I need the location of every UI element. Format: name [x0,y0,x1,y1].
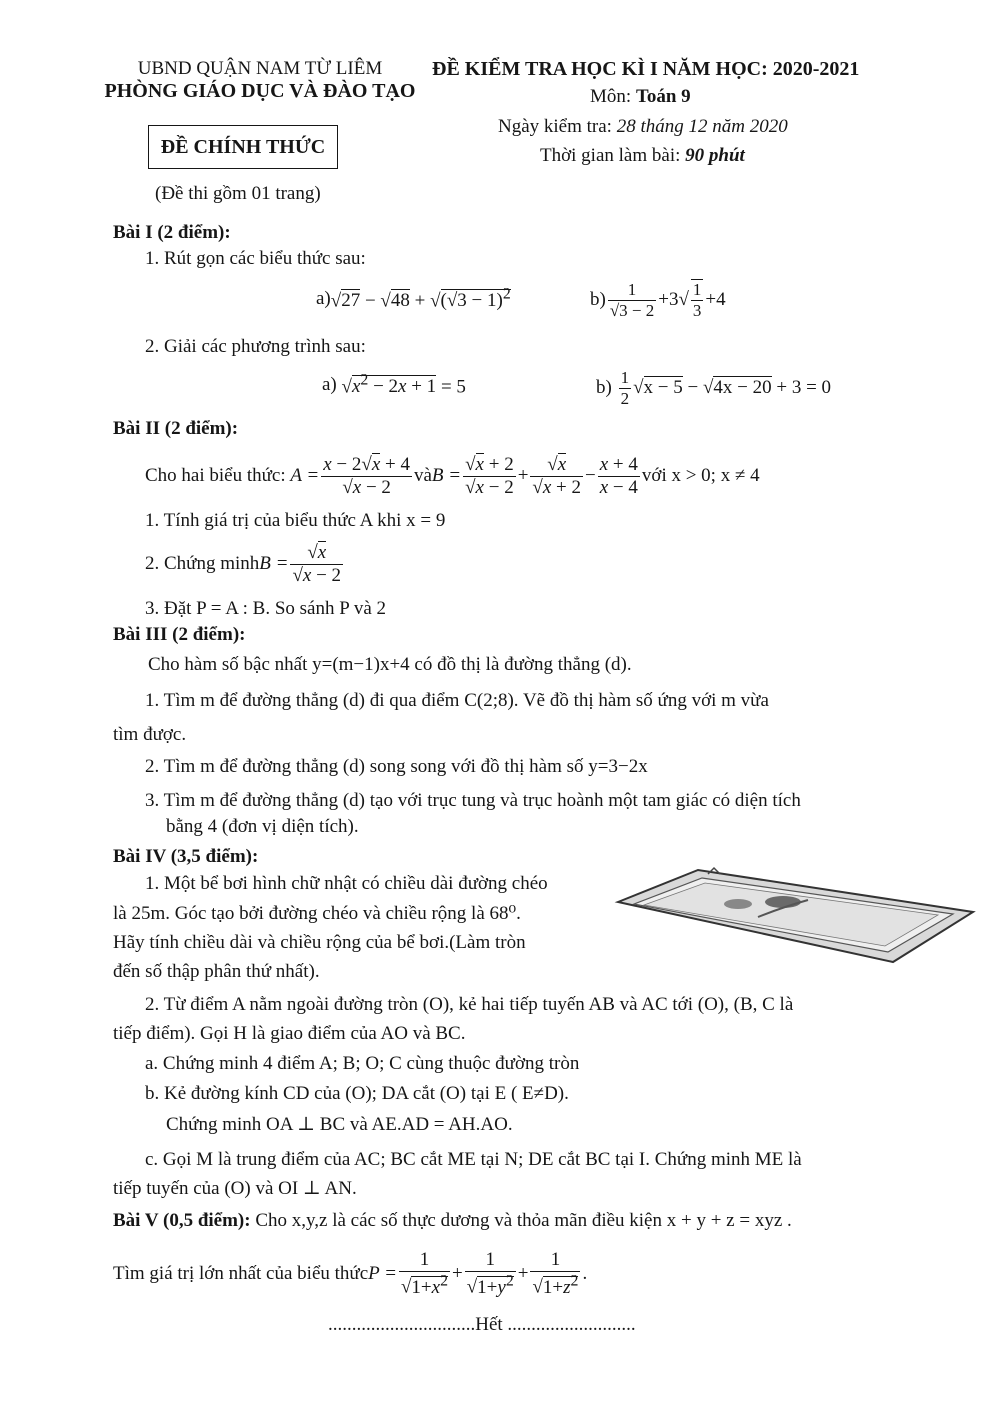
bai4-q2c-line1: c. Gọi M là trung điểm của AC; BC cắt ME tại N; DE cắt BC tại I. Chứng minh ME là [145,1149,802,1170]
time-value: 90 phút [685,145,745,166]
bai1-q2b [596,366,831,410]
bai1-q1b-frac: $\frac{1}{√3 - 2}$ [609,279,655,320]
bai5-intro: Cho x,y,z là các số thực dương và thỏa mãn điều kiện x + y + z = xyz . [250,1210,792,1231]
bai4-q1-line2: là 25m. Góc tạo bởi đường chéo và chiều rộng là 68⁰. [113,903,521,924]
bai3-q3-line2: bằng 4 (đơn vị diện tích). [166,816,359,837]
bai4-q2-line2: tiếp điểm). Gọi H là giao điểm của AO và BC. [113,1023,466,1044]
bai2-b-frac3: $\frac{x + 4}{x - 4}$ [599,453,638,498]
bai1-q2b-expr: √x − 5 − √4x − 20 + 3 = 0 [633,377,832,398]
bai1-q2a-label: a) [322,374,337,395]
bai1-title: Bài I (2 điểm): [113,222,231,243]
bai4-q2-line1: 2. Từ điểm A nằm ngoài đường tròn (O), kẻ hai tiếp tuyến AB và AC tới (O), (B, C là [145,994,794,1015]
bai4-q1-line4: đến số thập phân thứ nhất). [113,961,320,982]
bai4-q1-line3: Hãy tính chiều dài và chiều rộng của bể bơi.(Làm tròn [113,932,526,953]
bai5-line1 [113,1210,792,1232]
bai1-q1b [590,278,726,322]
swimming-pool-illustration [608,862,978,972]
official-exam-box [148,125,338,169]
bai2-q2-line [145,538,345,590]
bai5-q-label: Tìm giá trị lớn nhất của biểu thức [113,1263,369,1284]
bai4-title: Bài IV (3,5 điểm): [113,846,259,867]
department-line2: PHÒNG GIÁO DỤC VÀ ĐÀO TẠO [104,80,416,102]
bai5-frac1: $\frac{1}{√1+x^2}$ [400,1249,448,1298]
bai1-q1b-tail: +4 [705,289,726,310]
subject-value: Toán 9 [635,86,691,107]
bai4-q2a: a. Chứng minh 4 điểm A; B; O; C cùng thuộc đường tròn [145,1053,580,1074]
bai5-frac2: $\frac{1}{√1+y^2}$ [466,1249,514,1298]
department-line1: UBND QUẬN NAM TỪ LIÊM [137,58,383,79]
date-line [498,116,788,138]
bai4-q2b-line1: b. Kẻ đường kính CD của (O); DA cắt (O) tại E ( E≠D). [145,1083,569,1104]
bai5-frac3: $\frac{1}{√1+z^2}$ [532,1249,579,1298]
bai3-q1-line1: 1. Tìm m để đường thẳng (d) đi qua điểm C(2;8). Vẽ đồ thị hàm số ứng với m vừa [145,690,769,711]
bai1-q1: 1. Rút gọn các biểu thức sau: [145,248,366,269]
bai2-a-lhs: A = [285,465,320,486]
bai2-q2: 2. Chứng minh [145,553,260,574]
bai2-a-frac: $\frac{x - 2√x + 4}{√x - 2}$ [323,453,410,498]
bai1-q1a-label: a) [316,288,331,309]
bai1-q1b-label: b) [590,289,606,310]
bai2-b-frac2: $\frac{√x}{√x + 2}$ [532,453,582,498]
subject-line [590,86,691,108]
bai3-title: Bài III (2 điểm): [113,624,246,645]
bai5-title: Bài V (0,5 điểm): [113,1210,251,1231]
bai1-q2: 2. Giải các phương trình sau: [145,336,366,357]
bai1-q2a [322,370,466,400]
bai2-title: Bài II (2 điểm): [113,418,239,439]
bai3-q2: 2. Tìm m để đường thẳng (d) song song với đồ thị hàm số y=3−2x [145,756,648,777]
time-label: Thời gian làm bài: [540,145,686,166]
bai2-b-lhs: B = [431,465,462,486]
bai5-p-lhs: P = [368,1263,397,1284]
bai2-b-frac1: $\frac{√x + 2}{√x - 2}$ [465,453,514,498]
exam-title: ĐỀ KIỂM TRA HỌC KÌ I NĂM HỌC: 2020-2021 [432,58,860,80]
bai5-question-line: Tìm giá trị lớn nhất của biểu thức P = $\frac{1}{√1+x^2}$ + $\frac{1}{√1+y^2}$ + $\frac{1}{√1+z^2}$ . [113,1249,588,1298]
bai1-q1b-frac2: $\frac{1}{3}$ [692,280,702,320]
bai1-q2b-frac: $\frac{1}{2}$ [620,367,630,408]
bai2-q2-lhs: B = [259,553,289,574]
page-count: (Đề thi gồm 01 trang) [155,183,321,204]
bai3-q1-line2: tìm được. [113,724,187,745]
bai1-q2a-expr: $√x^2 - 2x + 1 = 5$ [341,371,466,398]
bai4-q2b-line2: Chứng minh OA ⊥ BC và AE.AD = AH.AO. [166,1114,513,1135]
bai1-q2b-label: b) [596,377,612,398]
bai1-q1a-expr: $√27 - √48 + √(√3 - 1)^2$ [330,285,511,312]
bai3-q3-line1: 3. Tìm m để đường thẳng (d) tạo với trục tung và trục hoành một tam giác có diện tích [145,790,801,811]
bai2-intro: Cho hai biểu thức: [145,465,286,486]
bai1-q1b-rest: +3√ [658,289,689,310]
date-label: Ngày kiểm tra: [498,116,617,137]
bai1-q1a [316,284,511,314]
bai4-q2c-line2: tiếp tuyến của (O) và OI ⊥ AN. [113,1178,357,1199]
bai4-q1-line1: 1. Một bể bơi hình chữ nhật có chiều dài đường chéo [145,873,548,894]
bai2-q2-frac: $\frac{√x}{√x - 2}$ [292,541,342,586]
date-value: 28 tháng 12 năm 2020 [616,116,788,137]
time-line [540,145,745,167]
bai2-q3: 3. Đặt P = A : B. So sánh P và 2 [145,598,387,619]
bai2-cond: với x > 0; x ≠ 4 [641,465,760,486]
end-marker: ...............................Hết ........................... [328,1314,636,1335]
official-exam-label: ĐỀ CHÍNH THỨC [160,135,326,158]
bai2-q1: 1. Tính giá trị của biểu thức A khi x = 9 [145,510,446,531]
subject-label: Môn: [590,86,636,107]
bai3-intro: Cho hàm số bậc nhất y=(m−1)x+4 có đồ thị là đường thẳng (d). [148,654,632,675]
bai2-and: và [413,465,432,486]
bai2-intro-line: Cho hai biểu thức: A = $\frac{x - 2√x + 4}{√x - 2}$ và B = $\frac{√x + 2}{√x - 2}$ + $\frac{√x}{√x + 2}$ − $\frac{x + 4}{x - 4}$ với x > 0; x ≠ 4 [145,453,760,498]
